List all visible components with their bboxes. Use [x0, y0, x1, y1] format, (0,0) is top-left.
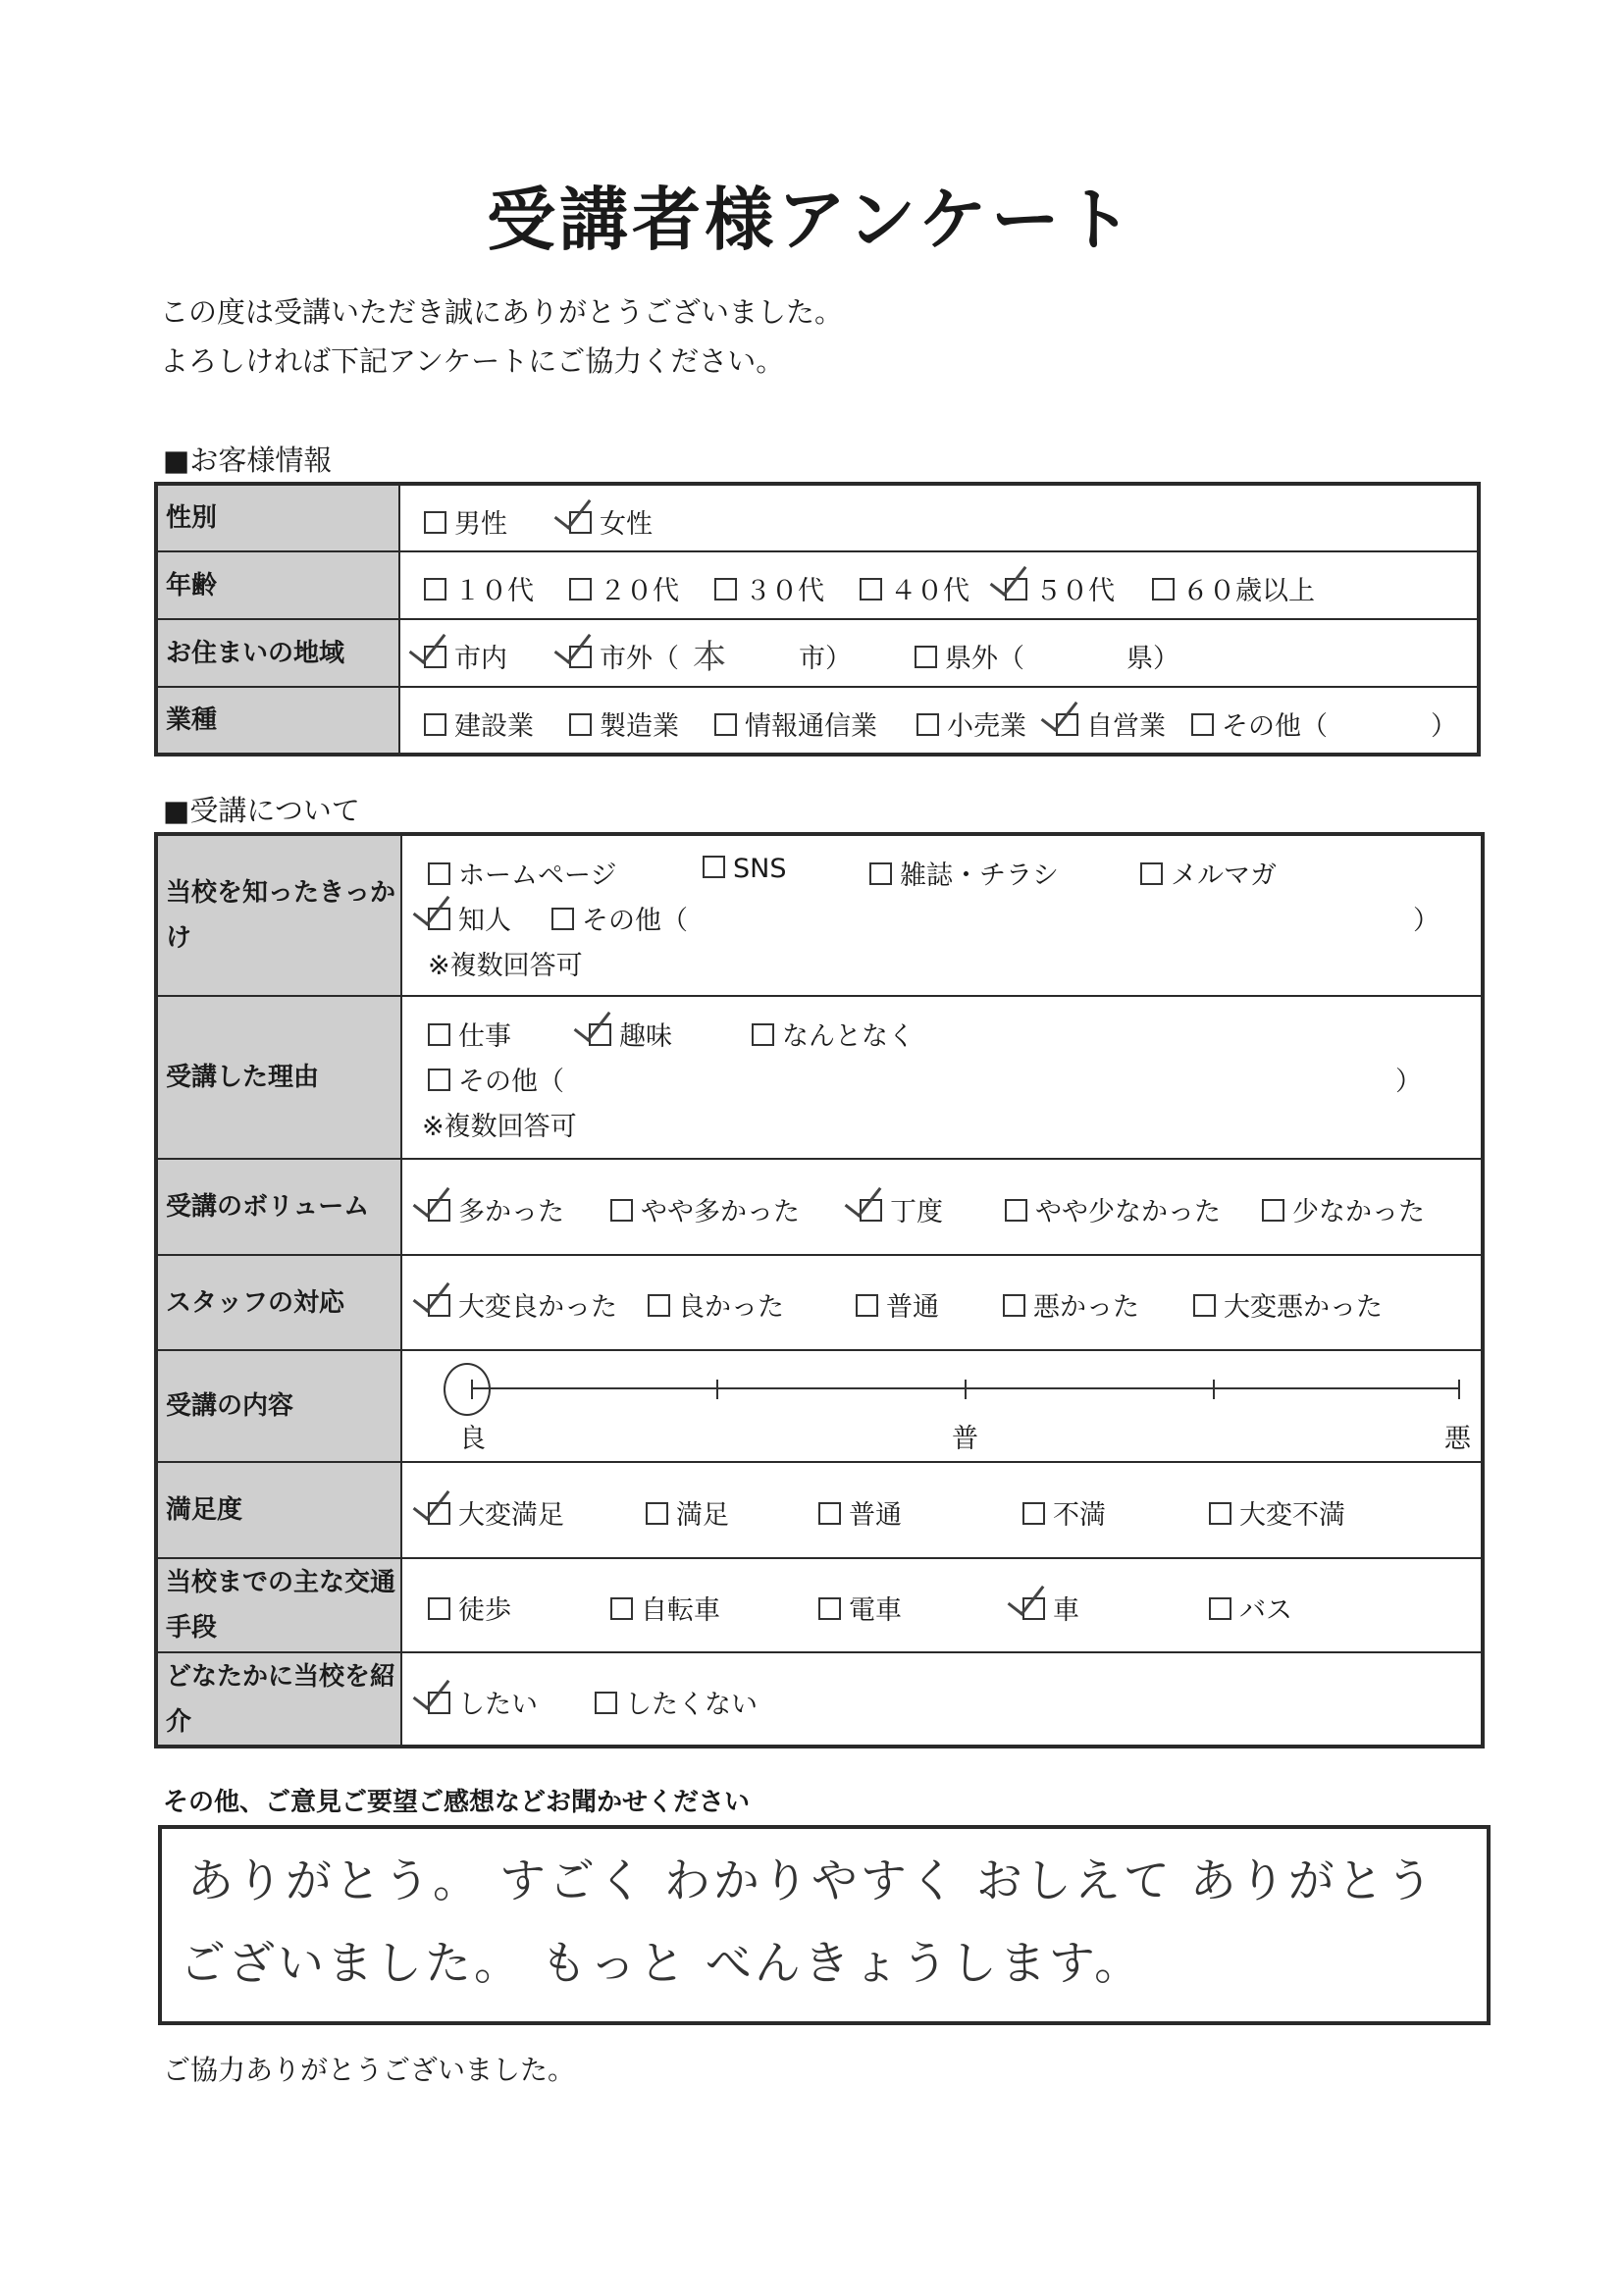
trigger-label: 当校を知ったきっかけ	[156, 834, 401, 996]
intro-line-1: この度は受講いただき誠にありがとうございました。	[160, 295, 844, 329]
row-reason	[156, 996, 1483, 1159]
row-industry	[156, 687, 1479, 755]
scale-bad-label: 悪	[1444, 1424, 1471, 1454]
gender-label: 性別	[156, 484, 399, 551]
age-50s-checkbox[interactable]: ５０代	[1005, 569, 1115, 607]
content-selected-mark	[444, 1363, 491, 1416]
referral-yes-checkbox[interactable]: したい	[428, 1683, 538, 1721]
age-60plus-checkbox[interactable]: ６０歳以上	[1152, 569, 1315, 607]
transport-walk-checkbox[interactable]: 徒歩	[428, 1589, 511, 1627]
page-title: 受講者様アンケート	[487, 180, 1136, 260]
staff-label: スタッフの対応	[156, 1255, 401, 1350]
comment-box[interactable]	[158, 1825, 1491, 2025]
row-content	[156, 1350, 1483, 1462]
satisfaction-very-satisfied-checkbox[interactable]: 大変満足	[428, 1493, 564, 1532]
referral-label: どなたかに当校を紹介	[156, 1652, 401, 1747]
staff-very-bad-checkbox[interactable]: 大変悪かった	[1193, 1285, 1383, 1324]
reason-other-checkbox[interactable]: その他（	[428, 1060, 564, 1098]
trigger-note: ※複数回答可	[428, 951, 583, 981]
trigger-acquaintance-checkbox[interactable]: 知人	[428, 899, 511, 937]
industry-manufacturing-checkbox[interactable]: 製造業	[569, 704, 679, 743]
satisfaction-average-checkbox[interactable]: 普通	[818, 1493, 902, 1532]
trigger-magazine-checkbox[interactable]: 雑誌・チラシ	[869, 854, 1059, 892]
staff-bad-checkbox[interactable]: 悪かった	[1003, 1285, 1139, 1324]
volume-little-checkbox[interactable]: 少なかった	[1262, 1190, 1425, 1228]
content-rating-scale[interactable]	[471, 1387, 1460, 1389]
area-city-handwritten: 本	[693, 638, 726, 677]
age-10s-checkbox[interactable]: １０代	[424, 569, 534, 607]
trigger-other-close: ）	[1413, 906, 1440, 936]
referral-no-checkbox[interactable]: したくない	[595, 1683, 758, 1721]
reason-other-close: ）	[1395, 1067, 1422, 1097]
area-outside-city-checkbox[interactable]: 市外（	[569, 637, 679, 675]
section-customer-info: ■お客様情報	[163, 444, 333, 477]
transport-bicycle-checkbox[interactable]: 自転車	[610, 1589, 720, 1627]
trigger-mailmag-checkbox[interactable]: メルマガ	[1140, 854, 1277, 892]
area-outside-pref-checkbox[interactable]: 県外（	[915, 637, 1024, 675]
area-pref-suffix: 県）	[1126, 644, 1179, 674]
volume-just-right-checkbox[interactable]: 丁度	[860, 1190, 943, 1228]
row-trigger	[156, 834, 1483, 996]
reason-label: 受講した理由	[156, 996, 401, 1159]
transport-train-checkbox[interactable]: 電車	[818, 1589, 902, 1627]
age-40s-checkbox[interactable]: ４０代	[860, 569, 969, 607]
satisfaction-satisfied-checkbox[interactable]: 満足	[646, 1493, 729, 1532]
row-age	[156, 551, 1479, 619]
comment-line-1: ありがとう。 すごく わかりやすく おしえて ありがとう	[187, 1854, 1436, 1908]
intro-line-2: よろしければ下記アンケートにご協力ください。	[160, 344, 785, 378]
reason-no-reason-checkbox[interactable]: なんとなく	[752, 1015, 915, 1053]
age-label: 年齢	[156, 551, 399, 619]
transport-bus-checkbox[interactable]: バス	[1209, 1589, 1292, 1627]
area-city-suffix: 市）	[799, 644, 852, 674]
satisfaction-label: 満足度	[156, 1462, 401, 1558]
industry-retail-checkbox[interactable]: 小売業	[916, 704, 1026, 743]
staff-good-checkbox[interactable]: 良かった	[648, 1285, 784, 1324]
transport-car-checkbox[interactable]: 車	[1022, 1589, 1079, 1627]
reason-work-checkbox[interactable]: 仕事	[428, 1015, 511, 1053]
age-30s-checkbox[interactable]: ３０代	[714, 569, 824, 607]
area-label: お住まいの地域	[156, 619, 399, 687]
industry-construction-checkbox[interactable]: 建設業	[424, 704, 534, 743]
course-table	[154, 832, 1485, 1748]
gender-female-checkbox[interactable]: 女性	[569, 502, 653, 541]
volume-much-checkbox[interactable]: 多かった	[428, 1190, 564, 1228]
transport-label: 当校までの主な交通手段	[156, 1558, 401, 1652]
staff-very-good-checkbox[interactable]: 大変良かった	[428, 1285, 617, 1324]
closing-text: ご協力ありがとうございました。	[163, 2054, 576, 2086]
trigger-sns-checkbox[interactable]: SNS	[703, 854, 786, 884]
satisfaction-very-dissatisfied-checkbox[interactable]: 大変不満	[1209, 1493, 1345, 1532]
industry-other-close: ）	[1431, 711, 1457, 742]
section-course: ■受講について	[163, 794, 360, 827]
row-gender	[156, 484, 1479, 551]
comment-label: その他、ご意見ご要望ご感想などお聞かせください	[163, 1788, 751, 1817]
volume-somewhat-much-checkbox[interactable]: やや多かった	[610, 1190, 800, 1228]
scale-average-label: 普	[952, 1424, 978, 1454]
staff-average-checkbox[interactable]: 普通	[856, 1285, 939, 1324]
scale-good-label: 良	[459, 1424, 486, 1454]
volume-somewhat-little-checkbox[interactable]: やや少なかった	[1005, 1190, 1221, 1228]
row-staff	[156, 1255, 1483, 1350]
row-referral	[156, 1652, 1483, 1747]
row-area	[156, 619, 1479, 687]
customer-info-table	[154, 482, 1481, 757]
trigger-homepage-checkbox[interactable]: ホームページ	[428, 854, 616, 892]
age-20s-checkbox[interactable]: ２０代	[569, 569, 679, 607]
area-inside-city-checkbox[interactable]: 市内	[424, 637, 507, 675]
industry-label: 業種	[156, 687, 399, 755]
reason-note: ※複数回答可	[422, 1112, 577, 1142]
gender-male-checkbox[interactable]: 男性	[424, 502, 507, 541]
industry-other-checkbox[interactable]: その他（	[1191, 704, 1328, 743]
trigger-other-checkbox[interactable]: その他（	[551, 899, 688, 937]
industry-it-checkbox[interactable]: 情報通信業	[714, 704, 877, 743]
row-satisfaction	[156, 1462, 1483, 1558]
content-label: 受講の内容	[156, 1350, 401, 1462]
satisfaction-dissatisfied-checkbox[interactable]: 不満	[1022, 1493, 1106, 1532]
reason-hobby-checkbox[interactable]: 趣味	[589, 1015, 672, 1053]
volume-label: 受講のボリューム	[156, 1159, 401, 1255]
row-volume	[156, 1159, 1483, 1255]
comment-line-2: ございました。 もっと べんきょうします。	[180, 1937, 1144, 1991]
industry-self-employed-checkbox[interactable]: 自営業	[1056, 704, 1166, 743]
row-transport	[156, 1558, 1483, 1652]
